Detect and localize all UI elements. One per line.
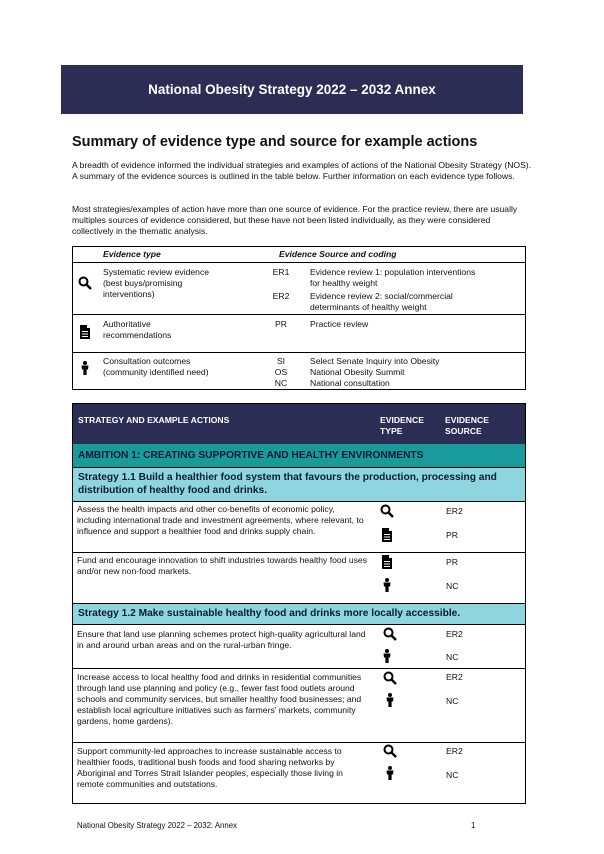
legend-col-source: Evidence Source and coding	[279, 249, 397, 259]
ambition-row: AMBITION 1: CREATING SUPPORTIVE AND HEALTHY ENVIRONMENTS	[73, 444, 525, 468]
legend-desc-line: National Obesity Summit	[310, 367, 405, 377]
legend-code: SI	[276, 356, 286, 366]
legend-col-type: Evidence type	[103, 249, 161, 259]
col-evidence-source	[445, 415, 489, 437]
person-icon	[380, 578, 394, 592]
evidence-code: NC	[446, 581, 459, 591]
action-row	[73, 669, 525, 743]
legend-type-line: Systematic review evidence	[103, 267, 210, 277]
evidence-code: NC	[446, 696, 459, 706]
document-icon	[380, 528, 394, 542]
magnifier-icon	[383, 671, 397, 685]
evidence-code: NC	[446, 652, 459, 662]
person-icon	[78, 361, 92, 375]
evidence-code: ER2	[446, 629, 463, 639]
legend-row-authoritative	[73, 315, 525, 353]
legend-type-line: recommendations	[103, 330, 172, 340]
legend-code: NC	[274, 378, 288, 388]
action-row	[73, 502, 525, 553]
evidence-code: PR	[446, 557, 458, 567]
magnifier-icon	[383, 627, 397, 641]
legend-code: ER1	[272, 267, 290, 277]
person-icon	[380, 649, 394, 663]
page-heading: Summary of evidence type and source for example actions	[72, 134, 478, 150]
strategy-1-2-row: Strategy 1.2 Make sustainable healthy food and drinks more locally accessible.	[73, 603, 525, 625]
strategy-table-header	[73, 404, 525, 444]
legend-code: PR	[275, 319, 287, 329]
col-evidence-type-line2: TYPE	[380, 426, 403, 436]
action-text: Ensure that land use planning schemes protect high-quality agricultural land in and around urban areas and on the rural-urban fringe.	[77, 629, 366, 650]
magnifier-icon	[383, 744, 397, 758]
action-text: Fund and encourage innovation to shift industries towards healthy food uses and/or new non-food markets.	[77, 555, 367, 576]
evidence-code: ER2	[446, 672, 463, 682]
action-text: Support community-led approaches to increase sustainable access to healthier foods, traditional bush foods and food sharing networks by Aboriginal and Torres Strait Islander peoples, especially those living in remote communities and outstations.	[77, 746, 343, 789]
strategy-1-1-row: Strategy 1.1 Build a healthier food system that favours the production, processing and distribution of healthy food and drinks.	[73, 468, 525, 502]
action-text: Increase access to local healthy food and drinks in residential communities through land use planning and policy (e.g., fewer fast food outlets around schools and community services, but smaller healthy food businesses; and establish local agriculture initiatives such as farmers' markets, community gardens, home gardens).	[77, 672, 362, 726]
page-number: 1	[471, 821, 476, 830]
action-text: Assess the health impacts and other co-benefits of economic policy, including international trade and investment agreements, where relevant, to influence and support a healthier food and drinks supply chain.	[77, 504, 364, 536]
col-strategy-actions: STRATEGY AND EXAMPLE ACTIONS	[78, 415, 230, 425]
evidence-legend-table	[72, 246, 526, 390]
evidence-code: PR	[446, 530, 458, 540]
person-icon	[383, 766, 397, 780]
col-evidence-source-line1: EVIDENCE	[445, 415, 489, 425]
legend-type-line: Consultation outcomes	[103, 356, 191, 366]
col-evidence-source-line2: SOURCE	[445, 426, 482, 436]
action-row	[73, 743, 525, 805]
legend-type-line: (best buys/promising	[103, 278, 183, 288]
legend-type-line: Authoritative	[103, 319, 151, 329]
legend-row-systematic	[73, 263, 525, 315]
action-row	[73, 553, 525, 603]
col-evidence-type	[380, 415, 424, 437]
evidence-code: ER2	[446, 746, 463, 756]
legend-type-line: interventions)	[103, 289, 155, 299]
person-icon	[383, 693, 397, 707]
legend-desc-line: Select Senate Inquiry into Obesity	[310, 356, 440, 366]
intro-paragraph: A breadth of evidence informed the individual strategies and examples of actions of the National Obesity Strategy (NOS). A summary of the evidence sources is outlined in the table below. Further information on each evidence type follows.	[72, 160, 532, 181]
legend-desc-line: Practice review	[310, 319, 369, 329]
note-paragraph: Most strategies/examples of action have more than one source of evidence. For the practice review, there are usually multiples sources of evidence considered, but these have not been listed individually, as they were considered collectively in the thematic analysis.	[72, 204, 518, 236]
legend-desc-line: Evidence review 1: population interventions	[310, 267, 476, 277]
legend-desc-line: Evidence review 2: social/commercial	[310, 291, 453, 301]
action-row	[73, 625, 525, 669]
strategy-table	[72, 403, 526, 804]
magnifier-icon	[78, 276, 92, 290]
legend-row-consultation	[73, 353, 525, 391]
footer-title: National Obesity Strategy 2022 – 2032: Annex	[77, 821, 237, 830]
legend-code: OS	[274, 367, 288, 377]
col-evidence-type-line1: EVIDENCE	[380, 415, 424, 425]
magnifier-icon	[380, 504, 394, 518]
evidence-code: ER2	[446, 506, 463, 516]
legend-type-line: (community identified need)	[103, 367, 209, 377]
banner-title: National Obesity Strategy 2022 – 2032 Annex	[61, 65, 523, 114]
legend-code: ER2	[272, 291, 290, 301]
document-icon	[380, 555, 394, 569]
document-icon	[78, 325, 92, 339]
legend-desc-line: for healthy weight	[310, 278, 378, 288]
evidence-code: NC	[446, 770, 459, 780]
legend-desc-line: National consultation	[310, 378, 390, 388]
legend-header	[73, 247, 525, 263]
legend-desc-line: determinants of healthy weight	[310, 302, 427, 312]
